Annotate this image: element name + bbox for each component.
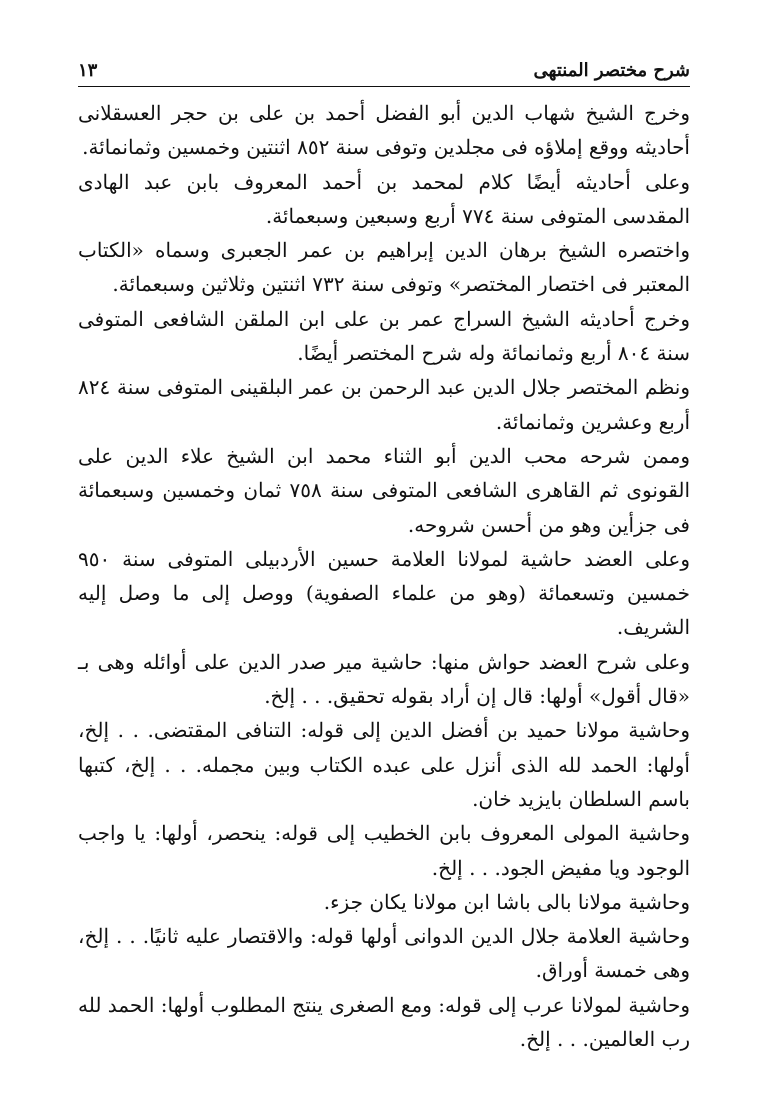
body-text xyxy=(78,96,690,1056)
paragraph: وممن شرحه محب الدين أبو الثناء محمد ابن الشيخ علاء الدين على القونوى ثم القاهرى الشافعى المتوفى سنة ٧٥٨ ثمان وخمسين وسبعمائة فى جزأين وهو من أحسن شروحه. xyxy=(78,443,690,537)
page-header xyxy=(78,52,690,86)
paragraph: وعلى شرح العضد حواش منها: حاشية مير صدر الدين على أوائله وهى بـ «قال أقول» أولها: قال إن أراد بقوله تحقيق. . . إلخ. xyxy=(78,649,690,709)
paragraph: واختصره الشيخ برهان الدين إبراهيم بن عمر الجعبرى وسماه «الكتاب المعتبر فى اختصار المختصر» وتوفى سنة ٧٣٢ اثنتين وثلاثين وسبعمائة. xyxy=(78,238,690,297)
running-title: شرح مختصر المنتهى xyxy=(533,60,690,81)
paragraph: وحاشية مولانا بالى باشا ابن مولانا يكان جزء. xyxy=(323,889,690,914)
paragraph: ونظم المختصر جلال الدين عبد الرحمن بن عمر البلقينى المتوفى سنة ٨٢٤ أربع وعشرين وثمانمائة. xyxy=(78,375,690,434)
paragraph: وحاشية العلامة جلال الدين الدوانى أولها قوله: والاقتصار عليه ثانيًا. . . إلخ، وهى خمسة أوراق. xyxy=(78,924,690,983)
header-rule xyxy=(78,86,690,87)
paragraph: وحاشية لمولانا عرب إلى قوله: ومع الصغرى ينتج المطلوب أولها: الحمد لله رب العالمين. . . إلخ. xyxy=(78,992,690,1052)
paragraph: وعلى أحاديثه أيضًا كلام لمحمد بن أحمد المعروف بابن عبد الهادى المقدسى المتوفى سنة ٧٧٤ أربع وسبعين وسبعمائة. xyxy=(78,169,690,228)
paragraph: وخرج الشيخ شهاب الدين أبو الفضل أحمد بن على بن حجر العسقلانى أحاديثه ووقع إملاؤه فى مجلدين وتوفى سنة ٨٥٢ اثنتين وخمسين وثمانمائة. xyxy=(78,101,690,160)
paragraph: وخرج أحاديثه الشيخ السراج عمر بن على ابن الملقن الشافعى المتوفى سنة ٨٠٤ أربع وثمانمائة وله شرح المختصر أيضًا. xyxy=(78,306,691,366)
paragraph: وحاشية المولى المعروف بابن الخطيب إلى قوله: ينحصر، أولها: يا واجب الوجود ويا مفيض الجود. . . إلخ. xyxy=(78,821,690,880)
paragraph: وعلى العضد حاشية لمولانا العلامة حسين الأردبيلى المتوفى سنة ٩٥٠ خمسين وتسعمائة (وهو من علماء الصفوية) ووصل إلى ما وصل إليه الشريف. xyxy=(78,546,690,640)
page-number: ١٣ xyxy=(78,60,98,81)
paragraph: وحاشية مولانا حميد بن أفضل الدين إلى قوله: التنافى المقتضى. . . إلخ، أولها: الحمد لله الذى أنزل على عبده الكتاب وبين مجمله. . . إلخ، كتبها باسم السلطان بايزيد خان. xyxy=(78,718,690,811)
